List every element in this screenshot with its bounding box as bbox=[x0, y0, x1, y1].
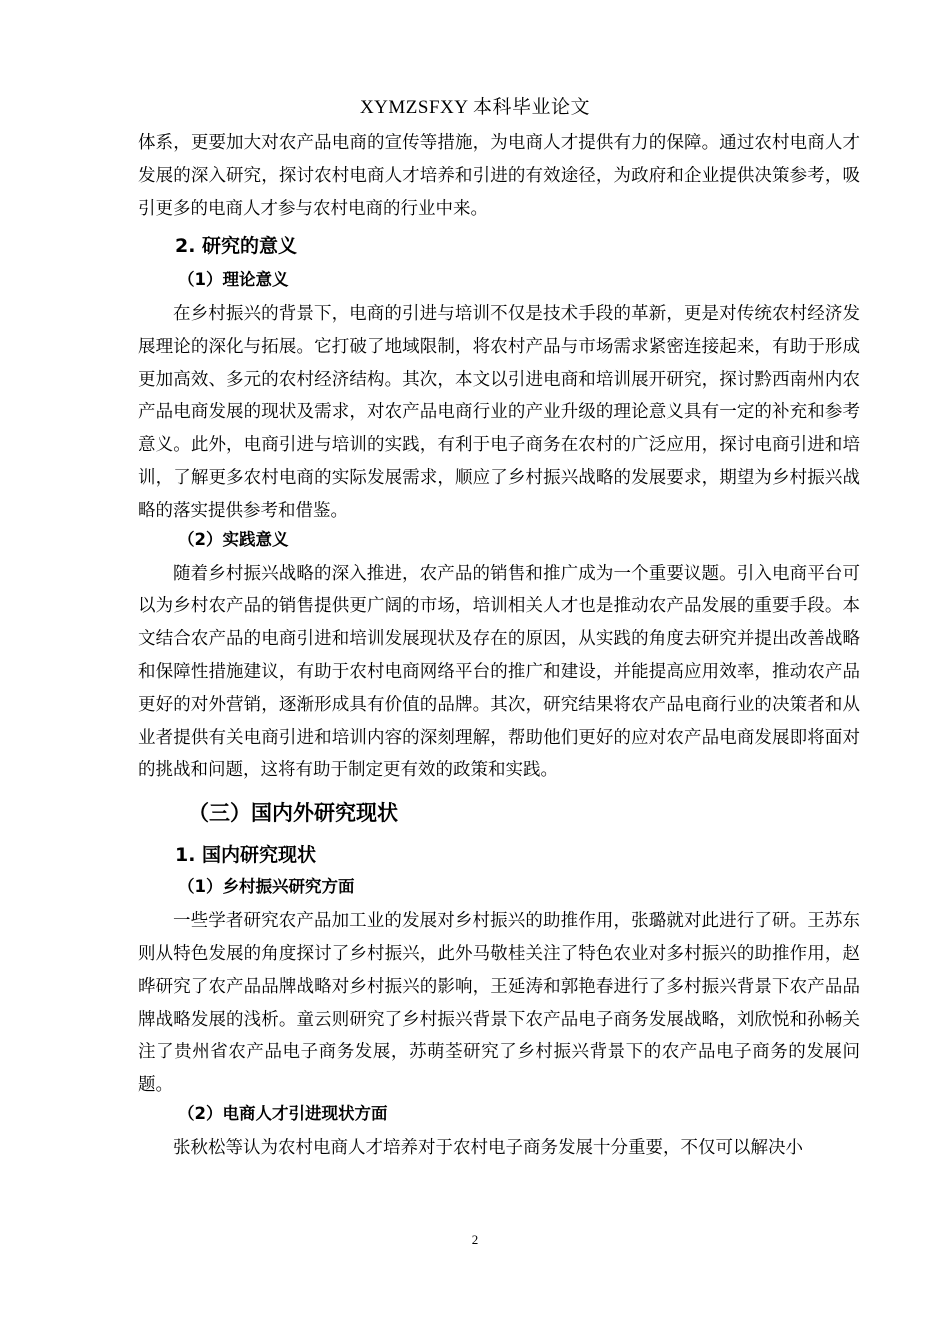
heading-theoretical-significance: （1）理论意义 bbox=[178, 270, 289, 289]
paragraph-practical-significance: 随着乡村振兴战略的深入推进，农产品的销售和推广成为一个重要议题。引入电商平台可以为乡村农产品的销售提供更广阔的市场，培训相关人才也是推动农产品发展的重要手段。本文结合农产品的电商引进和培训发展现状及存在的原因，从实践的角度去研究并提出改善战略和保障性措施建议，有助于农村电商网络平台的推广和建设，并能提高应用效率，推动农产品更好的对外营销，逐渐形成具有价值的品牌。其次，研究结果将农产品电商行业的决策者和从业者提供有关电商引进和培训内容的深刻理解，帮助他们更好的应对农产品电商发展即将面对的挑战和问题，这将有助于制定更有效的政策和实践。 bbox=[138, 563, 860, 781]
heading-rural-revitalization: （1）乡村振兴研究方面 bbox=[178, 877, 355, 897]
paragraph-theoretical-significance: 在乡村振兴的背景下，电商的引进与培训不仅是技术手段的革新，更是对传统农村经济发展理论的深化与拓展。它打破了地域限制，将农村产品与市场需求紧密连接起来，有助于形成更加高效、多元的农村经济结构。其次，本文以引进电商和培训展开研究，探讨黔西南州内农产品电商发展的现状及需求，对农产品电商行业的产业升级的理论意义具有一定的补充和参考意义。此外，电商引进与培训的实践，有利于电子商务在农村的广泛应用，探讨电商引进和培训，了解更多农村电商的实际发展需求，顺应了乡村振兴战略的发展要求，期望为乡村振兴战略的落实提供参考和借鉴。 bbox=[138, 304, 860, 521]
page-header: XYMZSFXY 本科毕业论文 bbox=[359, 97, 591, 118]
document-body bbox=[138, 127, 860, 1165]
heading-talent-introduction: （2）电商人才引进现状方面 bbox=[178, 1103, 388, 1123]
page-number: 2 bbox=[471, 1232, 479, 1247]
paragraph-rural-revitalization: 一些学者研究农产品加工业的发展对乡村振兴的助推作用，张璐就对此进行了研。王苏东则从特色发展的角度探讨了乡村振兴，此外马敬桂关注了特色农业对多村振兴的助推作用，赵晔研究了农产品品牌战略对乡村振兴的影响，王延涛和郭艳春进行了多村振兴背景下农产品品牌战略发展的浅析。童云则研究了乡村振兴背景下农产品电子商务发展战略，刘欣悦和孙畅关注了贵州省农产品电子商务发展，苏萌荃研究了乡村振兴背景下的农产品电子商务的发展问题。 bbox=[138, 911, 860, 1096]
heading-practical-significance: （2）实践意义 bbox=[178, 529, 289, 549]
paragraph-talent-introduction: 张秋松等认为农村电商人才培养对于农村电子商务发展十分重要，不仅可以解决小 bbox=[173, 1137, 803, 1158]
heading-domestic-research: 1. 国内研究现状 bbox=[175, 844, 317, 867]
heading-research-significance: 2. 研究的意义 bbox=[175, 235, 298, 257]
paragraph-intro: 体系，更要加大对农产品电商的宣传等措施，为电商人才提供有力的保障。通过农村电商人才发展的深入研究，探讨农村电商人才培养和引进的有效途径，为政府和企业提供决策参考，吸引更多的电商人才参与农村电商的行业中来。 bbox=[138, 133, 860, 219]
heading-research-status: （三）国内外研究现状 bbox=[188, 801, 398, 826]
